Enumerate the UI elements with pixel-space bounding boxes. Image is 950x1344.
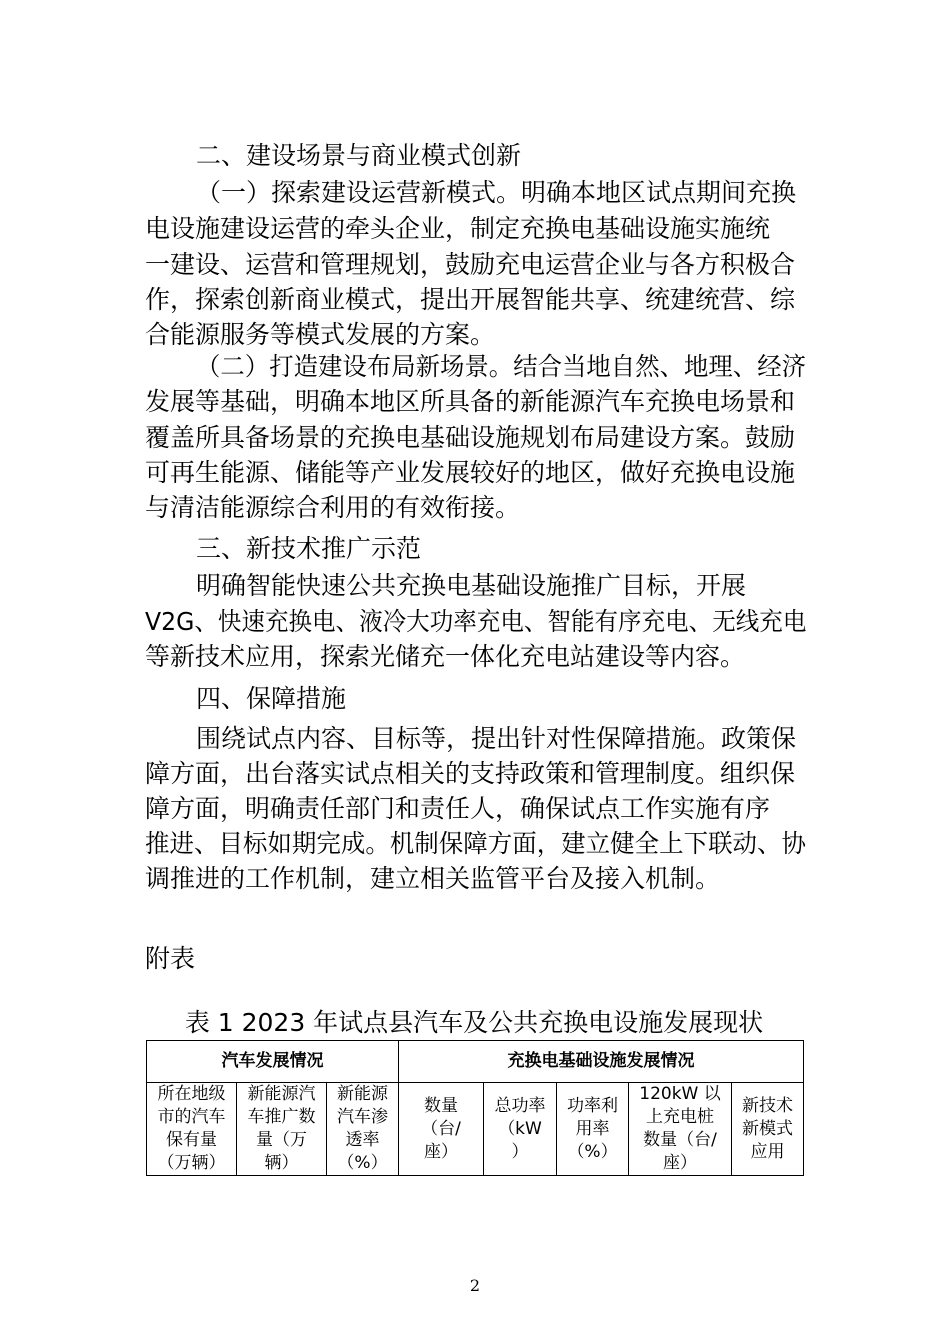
section-2-para-1-line: 电设施建设运营的牵头企业，制定充换电基础设施实施统	[145, 214, 771, 243]
section-4-para-line: 障方面，明确责任部门和责任人，确保试点工作实施有序	[145, 794, 771, 823]
section-2-para-1-line: 合能源服务等模式发展的方案。	[145, 320, 496, 349]
section-4-heading: 四、保障措施	[196, 684, 347, 713]
section-2-para-1-line: 作，探索创新商业模式，提出开展智能共享、统建统营、综	[145, 285, 796, 314]
col-header-vehicle-stock: 所在地级 市的汽车 保有量 （万辆）	[147, 1083, 237, 1176]
col-header-power-utilization: 功率利 用率 （%）	[557, 1083, 629, 1176]
appendix-label: 附表	[145, 944, 196, 973]
section-2-para-1-line: （一）探索建设运营新模式。明确本地区试点期间充换	[196, 178, 797, 207]
col-header-total-power: 总功率 （kW ）	[484, 1083, 557, 1176]
col-header-quantity: 数量 （台/ 座）	[399, 1083, 484, 1176]
group-header-charging: 充换电基础设施发展情况	[399, 1041, 804, 1083]
section-4-para-line: 障方面，出台落实试点相关的支持政策和管理制度。组织保	[145, 759, 796, 788]
section-4-para-line: 调推进的工作机制，建立相关监管平台及接入机制。	[145, 864, 721, 893]
section-3-para-line: 等新技术应用，探索光储充一体化充电站建设等内容。	[145, 642, 746, 671]
group-header-vehicle: 汽车发展情况	[147, 1041, 399, 1083]
col-header-120kw-chargers: 120kW 以 上充电桩 数量（台/ 座）	[629, 1083, 732, 1176]
section-2-para-2-line: 与清洁能源综合利用的有效衔接。	[145, 493, 521, 522]
section-3-para-line: 明确智能快速公共充换电基础设施推广目标，开展	[196, 571, 747, 600]
page-number: 2	[469, 1276, 481, 1295]
col-header-nev-promotion: 新能源汽 车推广数 量（万 辆）	[237, 1083, 327, 1176]
table-column-header-row	[147, 1083, 804, 1176]
col-header-new-tech: 新技术 新模式 应用	[732, 1083, 804, 1176]
section-3-heading: 三、新技术推广示范	[196, 534, 422, 563]
section-2-heading: 二、建设场景与商业模式创新	[196, 141, 522, 170]
section-2-para-2-line: 发展等基础，明确本地区所具备的新能源汽车充换电场景和	[145, 387, 796, 416]
section-2-para-2-line: 可再生能源、储能等产业发展较好的地区，做好充换电设施	[145, 458, 796, 487]
table-group-header-row	[147, 1041, 804, 1083]
table-caption: 表 1 2023 年试点县汽车及公共充换电设施发展现状	[184, 1008, 764, 1037]
section-2-para-2-line: （二）打造建设布局新场景。结合当地自然、地理、经济	[196, 352, 807, 381]
section-2-para-1-line: 一建设、运营和管理规划，鼓励充电运营企业与各方积极合	[145, 250, 796, 279]
section-4-para-line: 围绕试点内容、目标等，提出针对性保障措施。政策保	[196, 724, 797, 753]
col-header-nev-penetration: 新能源 汽车渗 透率 （%）	[327, 1083, 399, 1176]
section-4-para-line: 推进、目标如期完成。机制保障方面，建立健全上下联动、协	[145, 829, 807, 858]
section-3-para-line: V2G、快速充换电、液冷大功率充电、智能有序充电、无线充电	[145, 607, 807, 636]
section-2-para-2-line: 覆盖所具备场景的充换电基础设施规划布局建设方案。鼓励	[145, 423, 796, 452]
status-table	[146, 1040, 804, 1176]
